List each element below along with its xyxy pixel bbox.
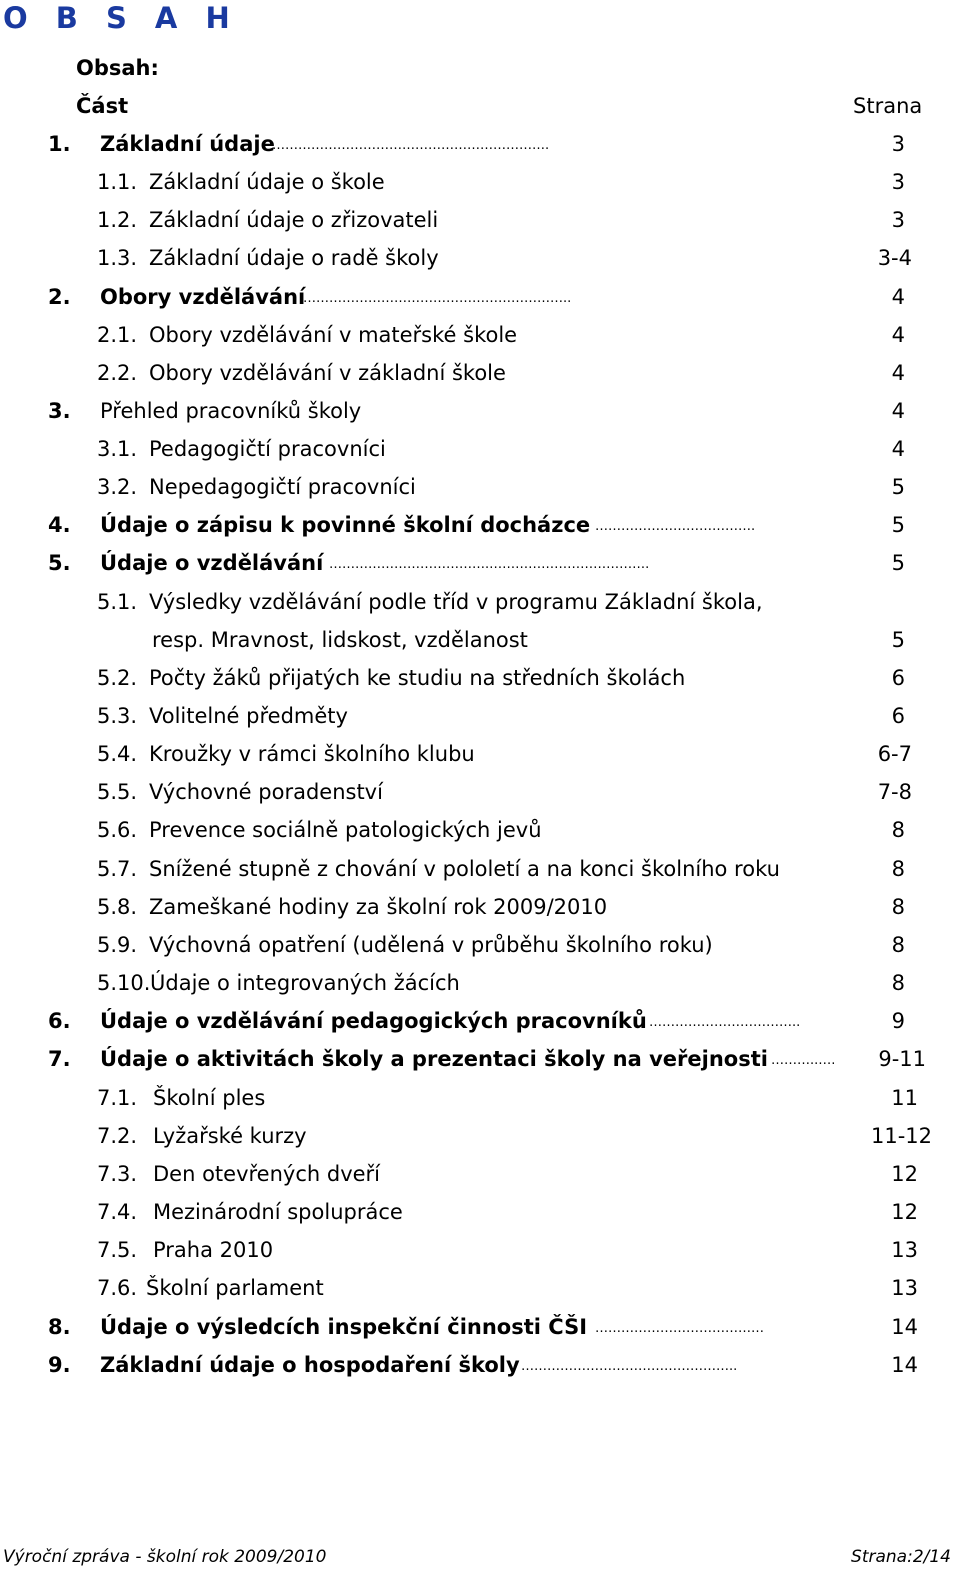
toc-entry-number: 5.2.	[97, 666, 138, 690]
toc-entry-page: 8	[891, 971, 905, 995]
toc-entry-title: Kroužky v rámci školního klubu	[149, 742, 475, 766]
toc-entry-page: 3	[891, 132, 905, 156]
toc-entry-page: 13	[891, 1276, 918, 1300]
toc-entry	[0, 1199, 960, 1237]
toc-entry-page: 12	[891, 1162, 918, 1186]
toc-entry	[0, 1046, 960, 1084]
toc-entry-number: 5.1.	[97, 590, 138, 614]
toc-entry	[0, 894, 960, 932]
toc-entry-title: Údaje o vzdělávání	[100, 551, 324, 575]
toc-leader-dots: …………………………………………..	[521, 1359, 738, 1374]
toc-entry-number: 5.5.	[97, 780, 138, 804]
toc-entry-number: 9.	[48, 1353, 71, 1377]
toc-entry-title: Údaje o zápisu k povinné školní docházce	[100, 513, 591, 537]
toc-entry-page: 11	[891, 1086, 918, 1110]
toc-entry	[0, 779, 960, 817]
toc-entry-page: 8	[891, 895, 905, 919]
toc-entry-number: 5.3.	[97, 704, 138, 728]
toc-entry-number: 7.	[48, 1047, 71, 1071]
toc-entry-number: 5.4.	[97, 742, 138, 766]
toc-entry-title: Základní údaje	[100, 132, 275, 156]
toc-entry-title: Údaje o aktivitách školy a prezentaci školy na veřejnosti	[100, 1047, 768, 1071]
toc-entry	[0, 1314, 960, 1352]
toc-entry-title: Lyžařské kurzy	[153, 1124, 307, 1148]
toc-entry-title: Údaje o vzdělávání pedagogických pracovníků	[100, 1009, 647, 1033]
toc-entry-title: Školní parlament	[146, 1276, 324, 1300]
toc-entry-title: Počty žáků přijatých ke studiu na středních školách	[149, 666, 686, 690]
toc-entry-page: 5	[891, 513, 905, 537]
toc-entry-title: Mezinárodní spolupráce	[153, 1200, 403, 1224]
column-header-page: Strana	[853, 94, 923, 118]
toc-entry-page: 9-11	[878, 1047, 926, 1071]
toc-entry	[0, 1352, 960, 1390]
toc-entry-title: Údaje o výsledcích inspekční činnosti ČŠI	[100, 1315, 588, 1339]
toc-entry-title: Volitelné předměty	[149, 704, 348, 728]
toc-entry	[0, 322, 960, 360]
toc-entry-title: Výchovná opatření (udělená v průběhu školního roku)	[149, 933, 713, 957]
toc-leader-dots: ……………………………………………………….	[272, 138, 550, 153]
toc-entry	[0, 589, 960, 627]
toc-entry-page: 12	[891, 1200, 918, 1224]
toc-entry-title: Obory vzdělávání v základní škole	[149, 361, 506, 385]
toc-entry	[0, 741, 960, 779]
toc-entry-title: Základní údaje o hospodaření školy	[100, 1353, 520, 1377]
toc-entry	[0, 284, 960, 322]
toc-entry-page: 4	[891, 323, 905, 347]
footer-page-number: Strana:2/14	[851, 1547, 951, 1567]
toc-entry-number: 7.3.	[97, 1162, 138, 1186]
toc-entry-title: Výsledky vzdělávání podle tříd v programu Základní škola,	[149, 590, 763, 614]
toc-entry-number: 2.	[48, 285, 71, 309]
toc-entry	[0, 817, 960, 855]
toc-leader-dots: …………………………………	[595, 1321, 764, 1336]
toc-entry	[0, 665, 960, 703]
toc-entry-number: 3.2.	[97, 475, 138, 499]
column-header-part: Část	[76, 94, 129, 118]
toc-leader-dots: ………..….	[771, 1053, 836, 1068]
toc-entry	[0, 360, 960, 398]
toc-leader-dots: ……………………………….……………………………….	[329, 557, 650, 572]
document-title: O B S A H	[3, 1, 239, 35]
toc-entry	[0, 970, 960, 1008]
toc-entry-page: 5	[891, 628, 905, 652]
toc-entry-page: 7-8	[877, 780, 912, 804]
toc-entry-number: 8.	[48, 1315, 71, 1339]
footer-document-name: Výroční zpráva - školní rok 2009/2010	[3, 1547, 327, 1567]
toc-entry-title: Obory vzdělávání v mateřské škole	[149, 323, 518, 347]
toc-entry-number: 7.5.	[97, 1238, 138, 1262]
toc-leader-dots: ……………………………..	[649, 1015, 801, 1030]
toc-entry-page: 5	[891, 475, 905, 499]
toc-entry-number: 1.3.	[97, 246, 138, 270]
toc-entry-title: Prevence sociálně patologických jevů	[149, 818, 542, 842]
toc-heading: Obsah:	[76, 56, 159, 80]
toc-entry-page: 4	[891, 399, 905, 423]
toc-entry-page: 8	[891, 818, 905, 842]
toc-entry-number: 3.	[48, 399, 71, 423]
toc-entry-number: 1.	[48, 132, 71, 156]
toc-entry-title: Pedagogičtí pracovníci	[149, 437, 386, 461]
toc-entry-title: Výchovné poradenství	[149, 780, 383, 804]
toc-entry-page: 5	[891, 551, 905, 575]
toc-entry-page: 14	[891, 1315, 918, 1339]
toc-entry-page: 9	[891, 1009, 905, 1033]
toc-entry	[0, 1008, 960, 1046]
toc-entry	[0, 131, 960, 169]
toc-entry-title: Základní údaje o zřizovateli	[149, 208, 439, 232]
toc-entry-number: 5.9.	[97, 933, 138, 957]
toc-entry	[0, 1161, 960, 1199]
toc-entry	[0, 627, 960, 665]
toc-entry	[0, 1085, 960, 1123]
toc-entry	[0, 436, 960, 474]
toc-entry-number: 4.	[48, 513, 71, 537]
toc-entry-page: 4	[891, 285, 905, 309]
toc-leader-dots: ……………………………….	[595, 519, 756, 534]
toc-entry-page: 6-7	[877, 742, 912, 766]
toc-entry	[0, 1237, 960, 1275]
toc-entry-number: 5.10.	[97, 971, 151, 995]
toc-entry-number: 1.2.	[97, 208, 138, 232]
toc-entry	[0, 398, 960, 436]
toc-entry	[0, 169, 960, 207]
toc-entry-number: 5.6.	[97, 818, 138, 842]
toc-entry-title: Praha 2010	[153, 1238, 274, 1262]
toc-entry-number: 6.	[48, 1009, 71, 1033]
toc-entry-number: 2.1.	[97, 323, 138, 347]
toc-entry	[0, 207, 960, 245]
toc-entry-page: 3	[891, 170, 905, 194]
toc-entry-title: Školní ples	[153, 1086, 266, 1110]
toc-entry-number: 5.8.	[97, 895, 138, 919]
toc-entry-title: Nepedagogičtí pracovníci	[149, 475, 416, 499]
toc-entry	[0, 1123, 960, 1161]
toc-entry-number: 5.7.	[97, 857, 138, 881]
toc-entry-page: 8	[891, 857, 905, 881]
toc-entry-page: 4	[891, 361, 905, 385]
toc-entry-number: 3.1.	[97, 437, 138, 461]
toc-entry	[0, 856, 960, 894]
toc-entry	[0, 1275, 960, 1313]
toc-entry	[0, 932, 960, 970]
toc-entry-title: Obory vzdělávání	[100, 285, 306, 309]
toc-entry-number: 5.	[48, 551, 71, 575]
toc-entry	[0, 512, 960, 550]
toc-entry-title: Údaje o integrovaných žácích	[150, 971, 460, 995]
toc-entry	[0, 703, 960, 741]
toc-entry-number: 7.1.	[97, 1086, 138, 1110]
toc-entry-page: 6	[891, 666, 905, 690]
toc-entry	[0, 474, 960, 512]
toc-entry-title: resp. Mravnost, lidskost, vzdělanost	[152, 628, 528, 652]
toc-entry-number: 7.6.	[97, 1276, 138, 1300]
toc-entry-page: 8	[891, 933, 905, 957]
toc-entry-page: 11-12	[870, 1124, 932, 1148]
toc-leader-dots: ……………………………………………………..	[303, 291, 572, 306]
toc-entry-title: Přehled pracovníků školy	[100, 399, 362, 423]
toc-entry-page: 13	[891, 1238, 918, 1262]
toc-entry-number: 7.2.	[97, 1124, 138, 1148]
toc-entry-title: Den otevřených dveří	[153, 1162, 381, 1186]
toc-entry	[0, 245, 960, 283]
toc-entry-title: Základní údaje o škole	[149, 170, 385, 194]
toc-entry-title: Snížené stupně z chování v pololetí a na konci školního roku	[149, 857, 780, 881]
toc-entry-page: 14	[891, 1353, 918, 1377]
toc-entry-page: 3	[891, 208, 905, 232]
toc-entry-page: 4	[891, 437, 905, 461]
toc-entry-number: 1.1.	[97, 170, 138, 194]
toc-entry-title: Zameškané hodiny za školní rok 2009/2010	[149, 895, 608, 919]
toc-entry-title: Základní údaje o radě školy	[149, 246, 439, 270]
toc-entry-page: 6	[891, 704, 905, 728]
toc-entry	[0, 550, 960, 588]
toc-entry-number: 2.2.	[97, 361, 138, 385]
toc-entry-page: 3-4	[877, 246, 912, 270]
toc-entry-number: 7.4.	[97, 1200, 138, 1224]
